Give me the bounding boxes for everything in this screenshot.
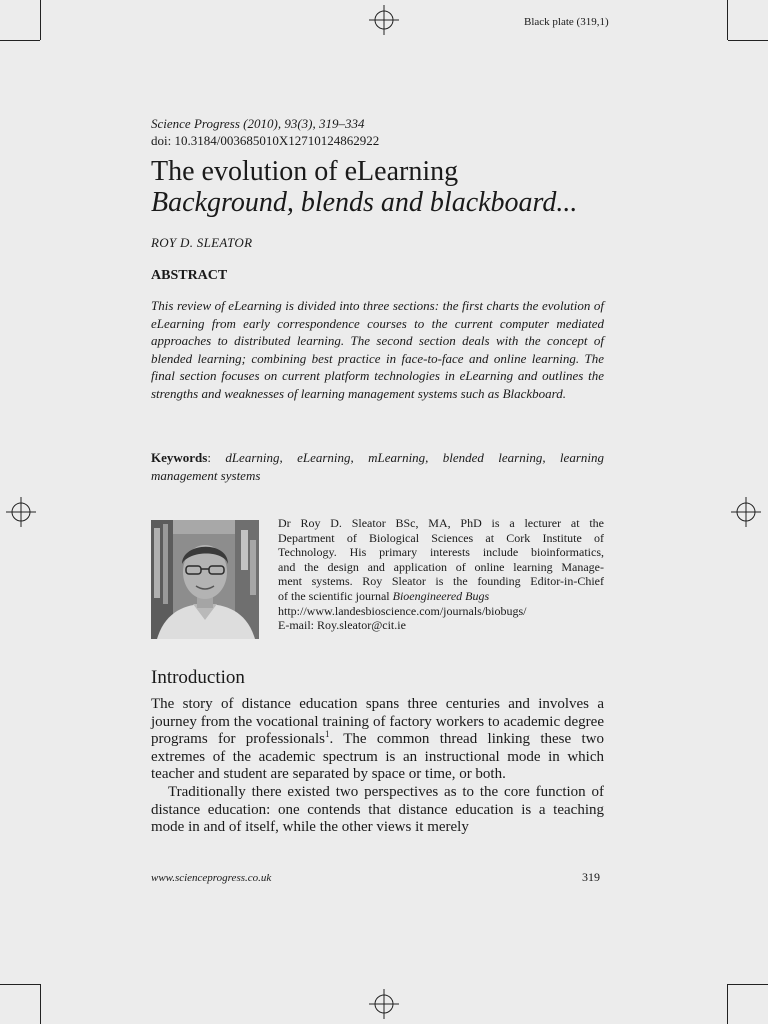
keywords-text: dLearning, eLearning, mLearning, blended learning, learning management systems bbox=[151, 450, 604, 483]
bio-email[interactable]: E-mail: Roy.sleator@cit.ie bbox=[278, 618, 406, 633]
paragraph bbox=[151, 696, 604, 784]
keywords bbox=[151, 449, 604, 484]
bio-line: and the design and application of online learning Manage- bbox=[278, 559, 604, 574]
bio-line: Dr Roy D. Sleator BSc, MA, PhD is a lecturer at the bbox=[278, 516, 604, 530]
author-photo bbox=[151, 520, 259, 639]
introduction-body bbox=[151, 696, 604, 837]
reference-superscript[interactable]: 1 bbox=[324, 729, 330, 740]
bio-line: ment systems. Roy Sleator is the founding Editor-in-Chief bbox=[278, 574, 604, 589]
introduction-heading: Introduction bbox=[151, 667, 245, 688]
footer-url[interactable]: www.scienceprogress.co.uk bbox=[151, 872, 272, 884]
registration-mark bbox=[731, 497, 761, 527]
bio-journal-name: Bioengineered Bugs bbox=[392, 588, 490, 603]
author-name: ROY D. SLEATOR bbox=[151, 235, 253, 250]
crop-mark bbox=[0, 984, 40, 985]
crop-mark bbox=[728, 40, 768, 41]
bio-line: Technology. His primary interests include bioinformatics, bbox=[278, 545, 604, 560]
abstract-text: This review of eLearning is divided into three sections: the first charts the evolution of eLearning from early correspondence courses to the current computer mediated approaches to distributed learning. The second section deals with the concept of blended learning; combining best practice in face-to-face and online learning. The final section focuses on current platform technologies in eLearning and outlines the strengths and weaknesses of learning management systems such as Blackboard. bbox=[151, 298, 604, 401]
crop-mark bbox=[40, 984, 41, 1024]
article-subtitle: Background, blends and blackboard... bbox=[151, 187, 578, 218]
paragraph: Traditionally there existed two perspectives as to the core function of distance education: one contends that distance education is a teaching mode in and of itself, while the other views it merely bbox=[151, 783, 604, 836]
author-bio bbox=[278, 516, 604, 633]
bio-url[interactable]: http://www.landesbioscience.com/journals/biobugs/ bbox=[278, 603, 527, 618]
registration-mark bbox=[369, 5, 399, 35]
paragraph-text: . The common thread linking these two extremes of the academic spectrum is an instructional mode in which teacher and student are separated by space or time, or both. bbox=[151, 731, 605, 783]
doi: doi: 10.3184/003685010X12710124862922 bbox=[151, 133, 380, 148]
plate-label: Black plate (319,1) bbox=[524, 16, 609, 28]
crop-mark bbox=[40, 0, 41, 40]
article-title: The evolution of eLearning bbox=[151, 156, 459, 187]
bio-journal-prefix: of the scientific journal bbox=[278, 588, 393, 603]
paragraph-text: The story of distance education spans three centuries and involves a journey from the vocational training of factory workers to academic degree programs for professionals bbox=[151, 696, 604, 748]
journal-citation: Science Progress (2010), 93(3), 319–334 bbox=[151, 116, 365, 131]
keywords-label: Keywords bbox=[151, 450, 208, 465]
abstract-heading: ABSTRACT bbox=[151, 268, 228, 283]
keywords-separator: : bbox=[207, 450, 226, 465]
crop-mark bbox=[727, 0, 728, 40]
crop-mark bbox=[728, 984, 768, 985]
crop-mark bbox=[727, 984, 728, 1024]
crop-mark bbox=[0, 40, 40, 41]
registration-mark bbox=[6, 497, 36, 527]
bio-journal-line bbox=[278, 589, 604, 604]
bio-line: Department of Biological Sciences at Cork Institute of bbox=[278, 530, 604, 545]
page-number: 319 bbox=[582, 870, 600, 884]
registration-mark bbox=[369, 989, 399, 1019]
